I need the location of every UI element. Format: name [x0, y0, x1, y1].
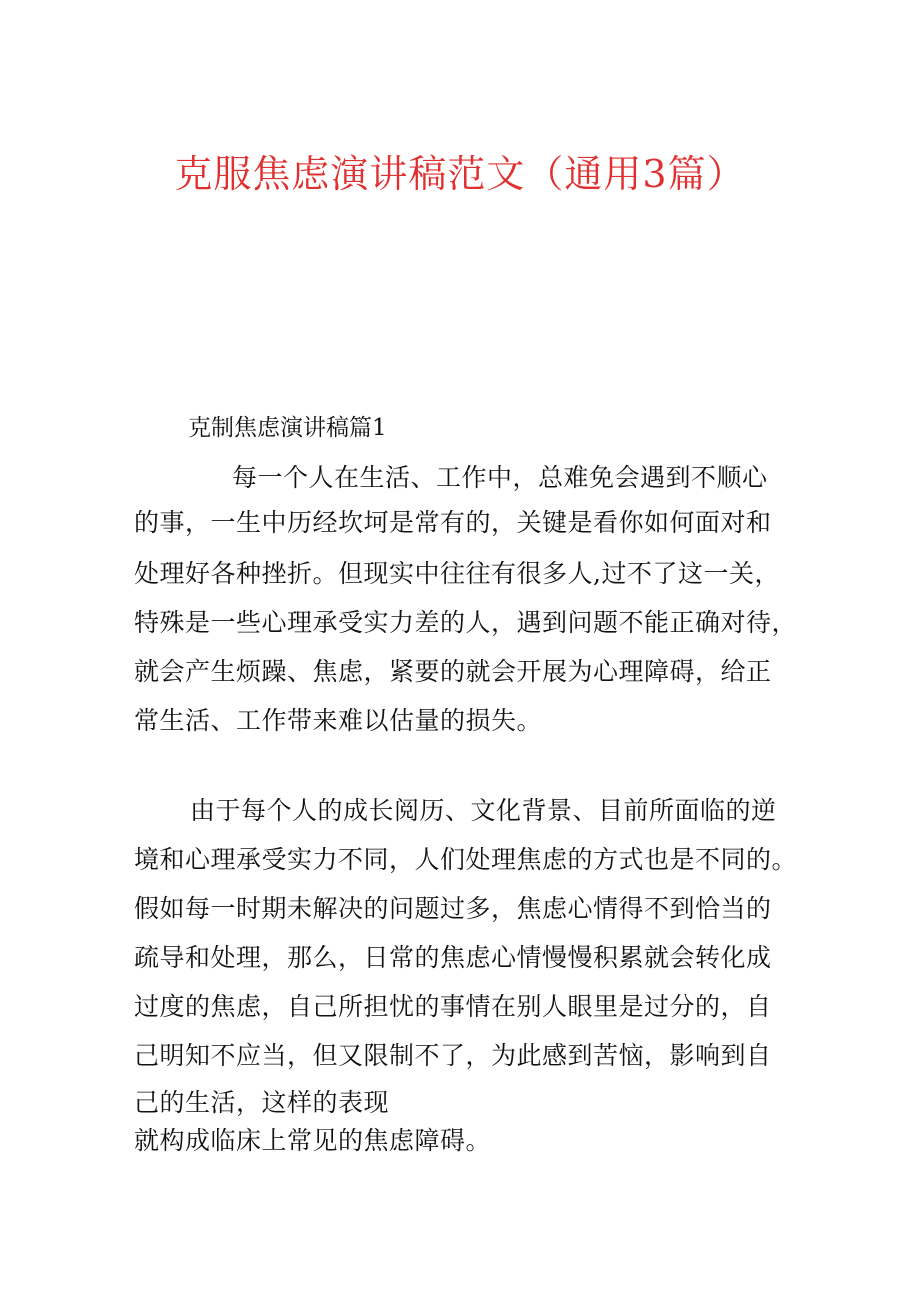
- paragraph-1-line-5: 就会产生烦躁、焦虑，紧要的就会开展为心理障碍，给正: [134, 657, 772, 686]
- document-title: 克服焦虑演讲稿范文（通用3篇）: [174, 152, 746, 196]
- paragraph-2-line-7: 己的生活，这样的表现: [134, 1088, 390, 1117]
- paragraph-2-line-3: 假如每一时期未解决的问题过多，焦虑心情得不到恰当的: [134, 894, 772, 923]
- paragraph-2-line-2: 境和心理承受实力不同，人们处理焦虑的方式也是不同的。: [134, 845, 798, 874]
- section-heading: 克制焦虑演讲稿篇1: [188, 415, 387, 441]
- paragraph-1-line-1: 每一个人在生活、工作中，总难免会遇到不顺心: [232, 463, 768, 492]
- paragraph-1-line-2: 的事，一生中历经坎坷是常有的，关键是看你如何面对和: [134, 508, 772, 537]
- paragraph-1-line-4: 特殊是一些心理承受实力差的人，遇到问题不能正确对待，: [134, 608, 798, 637]
- paragraph-2-line-8: 就构成临床上常见的焦虑障碍。: [134, 1126, 492, 1155]
- paragraph-1-line-6: 常生活、工作带来难以估量的损失。: [134, 706, 543, 735]
- paragraph-2-line-5: 过度的焦虑，自己所担忧的事情在别人眼里是过分的，自: [134, 992, 772, 1021]
- paragraph-2-line-4: 疏导和处理，那么，日常的焦虑心情慢慢积累就会转化成: [134, 943, 772, 972]
- paragraph-2-line-6: 己明知不应当，但又限制不了，为此感到苦恼，影响到自: [134, 1041, 772, 1070]
- paragraph-1-line-3: 处理好各种挫折。但现实中往往有很多人,过不了这一关，: [134, 559, 780, 588]
- paragraph-2-line-1: 由于每个人的成长阅历、文化背景、目前所面临的逆: [190, 796, 777, 825]
